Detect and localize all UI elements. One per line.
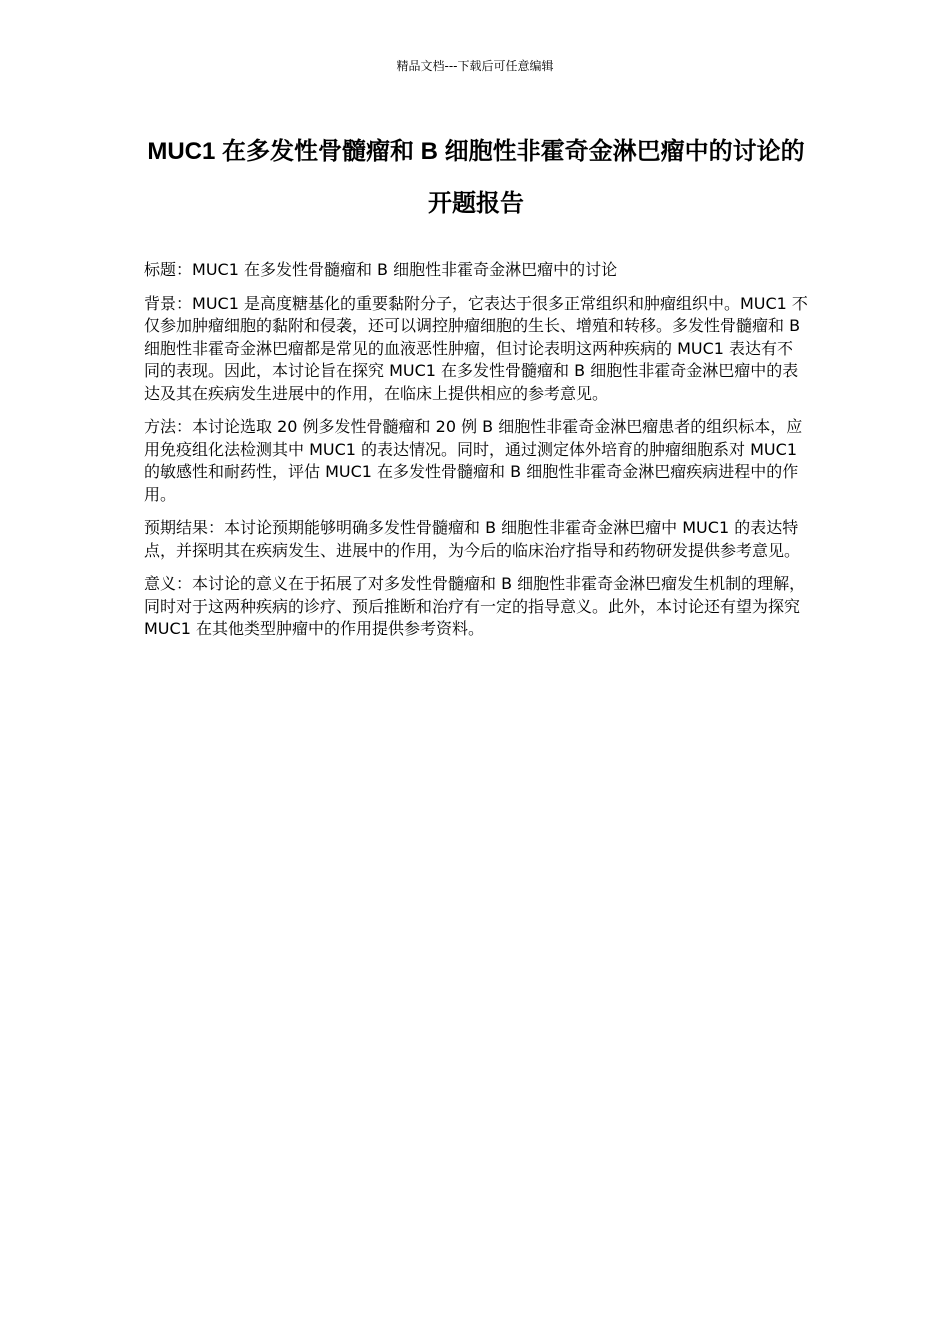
section-label: 意义： <box>144 574 193 593</box>
section-label: 方法： <box>144 417 193 436</box>
section-significance-paragraph <box>144 573 808 641</box>
section-text: 本讨论的意义在于拓展了对多发性骨髓瘤和 B 细胞性非霍奇金淋巴瘤发生机制的理解，同时对于这两种疾病的诊疗、预后推断和治疗有一定的指导意义。此外，本讨论还有望为探究 MUC1 在其他类型肿瘤中的作用提供参考资料。 <box>144 574 806 638</box>
document-body <box>144 259 808 652</box>
section-text: MUC1 在多发性骨髓瘤和 B 细胞性非霍奇金淋巴瘤中的讨论 <box>192 260 618 279</box>
section-label: 标题： <box>144 260 193 279</box>
section-text: 本讨论预期能够明确多发性骨髓瘤和 B 细胞性非霍奇金淋巴瘤中 MUC1 的表达特点，并探明其在疾病发生、进展中的作用，为今后的临床治疗指导和药物研发提供参考意见。 <box>144 518 801 560</box>
section-label: 预期结果： <box>144 518 225 537</box>
section-label: 背景： <box>144 293 193 313</box>
section-method-paragraph <box>144 416 808 506</box>
section-text: 本讨论选取 20 例多发性骨髓瘤和 20 例 B 细胞性非霍奇金淋巴瘤患者的组织标本，应用免疫组化法检测其中 MUC1 的表达情况。同时，通过测定体外培育的肿瘤细胞系对 MUC1 的敏感性和耐药性，评估 MUC1 在多发性骨髓瘤和 B 细胞性非霍奇金淋巴瘤疾病进程中的作用。 <box>144 417 803 504</box>
section-text: MUC1 是高度糖基化的重要黏附分子，它表达于很多正常组织和肿瘤组织中。MUC1 不仅参加肿瘤细胞的黏附和侵袭，还可以调控肿瘤细胞的生长、增殖和转移。多发性骨髓瘤和 B 细胞性非霍奇金淋巴瘤都是常见的血液恶性肿瘤，但讨论表明这两种疾病的 MUC1 表达有不同的表现。因此，本讨论旨在探究 MUC1 在多发性骨髓瘤和 B 细胞性非霍奇金淋巴瘤中的表达及其在疾病发生进展中的作用，在临床上提供相应的参考意见。 <box>144 293 808 403</box>
header-note: 精品文档---下载后可任意编辑 <box>396 59 554 73</box>
section-expected-results-paragraph <box>144 517 808 562</box>
section-title-paragraph <box>144 259 808 282</box>
section-background-paragraph <box>144 293 808 406</box>
document-title: MUC1 在多发性骨髓瘤和 B 细胞性非霍奇金淋巴瘤中的讨论的开题报告 <box>147 138 805 217</box>
